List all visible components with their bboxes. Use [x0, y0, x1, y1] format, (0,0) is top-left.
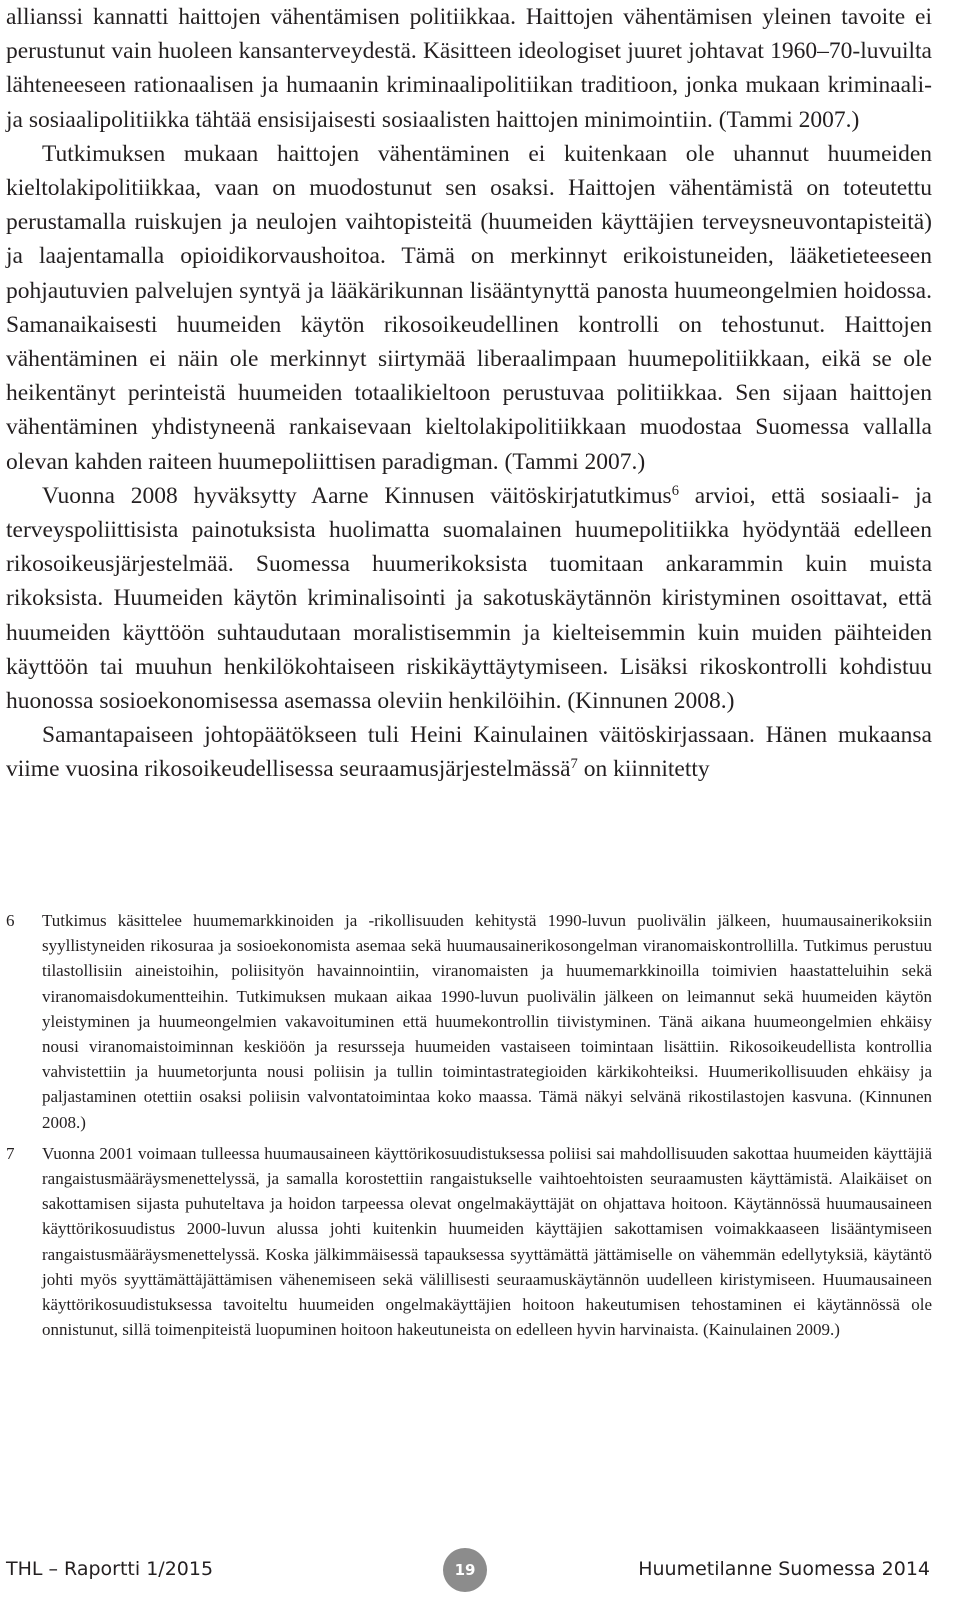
- footnotes: [6, 908, 932, 1348]
- footnote-number: 7: [6, 1143, 15, 1163]
- footnote-ref-7[interactable]: 7: [570, 756, 578, 773]
- paragraph-4-start: Samantapaiseen johtopäätökseen tuli Heini Kainulainen väitöskirjassaan. Hänen mukaansa viime vuosina rikosoikeudellisessa seuraamusjärjestelmässä: [6, 722, 932, 783]
- footnote-text: Vuonna 2001 voimaan tulleessa huumausaineen käyttörikosuudistuksessa poliisi sai mahdollisuuden sakottaa huumeiden käyttäjiä rangaistusmääräysmenettelyssä, ja samalla korostettiin rangaistukselle vaihtoehtoisten seuraamusten käyttämistä. Alaikäiset on sakottamisen sijasta puhuteltava ja hoidon tarpeessa olevat ongelmakäyttäjät on ohjattava hoitoon. Käytännössä huumausaineen käyttörikosuudistus 2000-luvun alussa johti kuitenkin huumeiden käyttäjien sakottamisen voimakkaaseen lisääntymiseen rangaistusmääräysmenettelyssä. Koska jälkimmäisessä tapauksessa syyttämättä jättämiselle on vähemmän edellytyksiä, käytäntö johti myös syyttämättäjättämisen vähenemiseen sekä välillisesti seuraamuskäytännön uudelleen kiristymiseen. Huumausaineen käyttörikosuudistuksessa tavoiteltu huumeiden ongelmakäyttäjien hoitoon hakeutumisen tehostaminen ei käytännössä ole onnistunut, sillä toimenpiteistä luopuminen hoitoon hakeutuneista on edelleen hyvin harvinaista. (Kainulainen 2009.): [42, 1143, 932, 1340]
- paragraph-4-rest: on kiinnitetty: [577, 756, 710, 783]
- paragraph-3-start: Vuonna 2008 hyväksytty Aarne Kinnusen väitöskirjatutkimus: [42, 482, 672, 509]
- page-number: 19: [454, 1561, 476, 1579]
- paragraph-1: allianssi kannatti haittojen vähentämisen politiikkaa. Haittojen vähentämisen yleinen tavoite ei perustunut vain huoleen kansanterveydestä. Käsitteen ideologiset juuret johtavat 1960–70-luvuilta lähteneeseen rationaalisen ja humaanin kriminaalipolitiikan traditioon, jonka mukaan kriminaali- ja sosiaalipolitiikka tähtää ensisijaisesti sosiaalisten haittojen minimointiin. (Tammi 2007.): [6, 4, 932, 133]
- footnote-text: Tutkimus käsittelee huumemarkkinoiden ja -rikollisuuden kehitystä 1990-luvun puolivälin jälkeen, huumausainerikoksiin syyllistyneiden rikosuraa ja sosioekonomista asemaa sekä huumausainerikosongelman viranomaiskontrollilla. Tutkimus perustuu tilastollisiin aineistoihin, poliisityön havainnointiin, viranomaisten ja huumemarkkinoilla toimivien haastatteluihin sekä viranomaisdokumentteihin. Tutkimuksen mukaan aikaa 1990-luvun puolivälin jälkeen on leimannut sekä huumeiden käytön yleistyminen ja huumeongelmien vakavoituminen että huumekontrollin tiivistyminen. Tänä aikana huumeongelmien ehkäisy nousi viranomaistoiminnan keskiöön ja resursseja huumeiden vastaiseen toimintaan lisättiin. Rikosoikeudellista kontrollia vahvistettiin ja huumetorjunta nousi poliisin ja tullin toimintastrategioiden kärkikohteiksi. Huumerikollisuuden ehkäisy ja paljastaminen otettiin osaksi poliisin valvontatoimintaa koko maassa. Tämä näkyi selvänä rikostilastojen kasvuna. (Kinnunen 2008.): [42, 911, 932, 1132]
- page-footer: [0, 1548, 960, 1588]
- footnote-ref-6[interactable]: 6: [671, 482, 679, 499]
- footnote-6: [6, 908, 932, 1135]
- page-number-badge: [443, 1548, 487, 1592]
- paragraph-3: [6, 479, 932, 718]
- footnote-number: 6: [6, 911, 15, 930]
- paragraph-3-rest: arvioi, että sosiaali- ja terveyspoliittisista painotuksista huolimatta suomalainen huumepolitiikka hyödyntää edelleen rikosoikeusjärjestelmää. Suomessa huumerikoksista tuomitaan ankarammin kuin muista rikoksista. Huumeiden käytön kriminalisointi ja sakotuskäytännön kiristyminen osoittavat, että huumeiden käyttöön suhtaudutaan moralistisemmin ja kielteisemmin kuin muiden päihteiden käyttöön tai muuhun henkilökohtaiseen riskikäyttäytymiseen. Lisäksi rikoskontrolli kohdistuu huonossa sosioekonomisessa asemassa oleviin henkilöihin. (Kinnunen 2008.): [6, 482, 932, 715]
- footnote-7: [6, 1141, 932, 1343]
- paragraph-2: Tutkimuksen mukaan haittojen vähentäminen ei kuitenkaan ole uhannut huumeiden kieltolakipolitiikkaa, vaan on muodostunut sen osaksi. Haittojen vähentämistä on toteutettu perustamalla ruiskujen ja neulojen vaihtopisteitä (huumeiden käyttäjien terveysneuvontapisteitä) ja laajentamalla opioidikorvaushoitoa. Tämä on merkinnyt erikoistuneiden, lääketieteeseen pohjautuvien palvelujen syntyä ja lääkärikunnan lisääntynyttä panosta huumeongelmien hoidossa. Samanaikaisesti huumeiden käytön rikosoikeudellinen kontrolli on tehostunut. Haittojen vähentäminen ei näin ole merkinnyt siirtymää liberaalimpaan huumepolitiikkaan, eikä se ole heikentänyt perinteistä huumeiden totaalikieltoon perustuvaa politiikkaa. Sen sijaan haittojen vähentäminen yhdistyneenä rankaisevaan kieltolakipolitiikkaan muodostaa Suomessa vallalla olevan kahden raiteen huumepoliittisen paradigman. (Tammi 2007.): [6, 140, 932, 475]
- publication-title: Huumetilanne Suomessa 2014: [638, 1558, 930, 1580]
- body-text: [6, 0, 932, 787]
- report-name: THL – Raportti 1/2015: [6, 1558, 214, 1580]
- paragraph-4: [6, 718, 932, 786]
